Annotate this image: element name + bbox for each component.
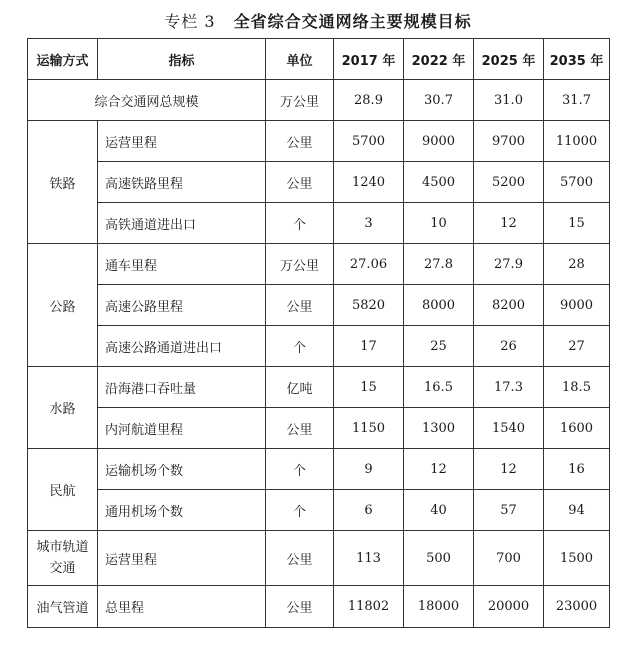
value-cell: 28	[544, 244, 610, 285]
header-indicator: 指标	[98, 39, 266, 80]
value-cell: 26	[474, 326, 544, 367]
mode-cell: 油气管道	[28, 586, 98, 628]
unit-cell: 个	[266, 449, 334, 490]
unit-cell: 个	[266, 490, 334, 531]
value-cell: 94	[544, 490, 610, 531]
mode-line-1: 城市轨道	[36, 540, 89, 555]
value-cell: 500	[404, 531, 474, 586]
unit-cell: 公里	[266, 121, 334, 162]
indicator-cell: 高速公路通道进出口	[98, 326, 266, 367]
unit-cell: 公里	[266, 586, 334, 628]
indicator-cell: 总里程	[98, 586, 266, 628]
table-row	[28, 326, 610, 367]
table-row	[28, 586, 610, 628]
value-cell: 27.8	[404, 244, 474, 285]
value-cell: 10	[404, 203, 474, 244]
value-cell: 31.7	[544, 80, 610, 121]
value-cell: 25	[404, 326, 474, 367]
value-cell: 17.3	[474, 367, 544, 408]
value-cell: 5200	[474, 162, 544, 203]
value-cell: 12	[474, 449, 544, 490]
value-cell: 1240	[334, 162, 404, 203]
value-cell: 5700	[334, 121, 404, 162]
value-cell: 9000	[404, 121, 474, 162]
indicator-cell: 通车里程	[98, 244, 266, 285]
value-cell: 1540	[474, 408, 544, 449]
value-cell: 8200	[474, 285, 544, 326]
mode-cell	[28, 531, 98, 586]
unit-cell: 公里	[266, 285, 334, 326]
indicator-cell: 运营里程	[98, 531, 266, 586]
table-row	[28, 285, 610, 326]
value-cell: 8000	[404, 285, 474, 326]
value-cell: 5700	[544, 162, 610, 203]
total-unit: 万公里	[266, 80, 334, 121]
unit-cell: 个	[266, 203, 334, 244]
value-cell: 18.5	[544, 367, 610, 408]
value-cell: 9000	[544, 285, 610, 326]
value-cell: 20000	[474, 586, 544, 628]
value-cell: 12	[474, 203, 544, 244]
value-cell: 3	[334, 203, 404, 244]
value-cell: 27	[544, 326, 610, 367]
value-cell: 1500	[544, 531, 610, 586]
value-cell: 30.7	[404, 80, 474, 121]
indicator-cell: 高铁通道进出口	[98, 203, 266, 244]
indicator-cell: 运营里程	[98, 121, 266, 162]
value-cell: 113	[334, 531, 404, 586]
mode-cell: 水路	[28, 367, 98, 449]
header-2017: 2017 年	[334, 39, 404, 80]
value-cell: 1600	[544, 408, 610, 449]
value-cell: 17	[334, 326, 404, 367]
header-row	[28, 39, 610, 80]
value-cell: 18000	[404, 586, 474, 628]
unit-cell: 万公里	[266, 244, 334, 285]
total-indicator: 综合交通网总规模	[28, 80, 266, 121]
value-cell: 27.9	[474, 244, 544, 285]
unit-cell: 个	[266, 326, 334, 367]
value-cell: 31.0	[474, 80, 544, 121]
value-cell: 23000	[544, 586, 610, 628]
header-2022: 2022 年	[404, 39, 474, 80]
mode-cell: 民航	[28, 449, 98, 531]
mode-cell: 铁路	[28, 121, 98, 244]
table-row	[28, 490, 610, 531]
title-text: 全省综合交通网络主要规模目标	[233, 12, 472, 31]
value-cell: 27.06	[334, 244, 404, 285]
value-cell: 700	[474, 531, 544, 586]
value-cell: 16.5	[404, 367, 474, 408]
transport-targets-table	[27, 38, 610, 628]
value-cell: 4500	[404, 162, 474, 203]
unit-cell: 公里	[266, 531, 334, 586]
value-cell: 6	[334, 490, 404, 531]
header-2025: 2025 年	[474, 39, 544, 80]
indicator-cell: 运输机场个数	[98, 449, 266, 490]
table-row	[28, 162, 610, 203]
table-row	[28, 203, 610, 244]
value-cell: 28.9	[334, 80, 404, 121]
indicator-cell: 通用机场个数	[98, 490, 266, 531]
unit-cell: 亿吨	[266, 367, 334, 408]
value-cell: 40	[404, 490, 474, 531]
mode-line-2: 交通	[49, 561, 76, 576]
table-row	[28, 531, 610, 586]
table-row	[28, 244, 610, 285]
table-row	[28, 121, 610, 162]
value-cell: 57	[474, 490, 544, 531]
value-cell: 5820	[334, 285, 404, 326]
value-cell: 16	[544, 449, 610, 490]
header-2035: 2035 年	[544, 39, 610, 80]
indicator-cell: 沿海港口吞吐量	[98, 367, 266, 408]
unit-cell: 公里	[266, 408, 334, 449]
header-mode: 运输方式	[28, 39, 98, 80]
table-row	[28, 367, 610, 408]
header-unit: 单位	[266, 39, 334, 80]
table-row	[28, 408, 610, 449]
indicator-cell: 高速铁路里程	[98, 162, 266, 203]
title-number: 专栏 3	[164, 12, 216, 31]
unit-cell: 公里	[266, 162, 334, 203]
value-cell: 15	[544, 203, 610, 244]
value-cell: 15	[334, 367, 404, 408]
value-cell: 9	[334, 449, 404, 490]
indicator-cell: 内河航道里程	[98, 408, 266, 449]
value-cell: 12	[404, 449, 474, 490]
table-row	[28, 80, 610, 121]
value-cell: 1150	[334, 408, 404, 449]
mode-cell: 公路	[28, 244, 98, 367]
table-row	[28, 449, 610, 490]
value-cell: 11000	[544, 121, 610, 162]
value-cell: 11802	[334, 586, 404, 628]
indicator-cell: 高速公路里程	[98, 285, 266, 326]
value-cell: 9700	[474, 121, 544, 162]
table-title	[0, 9, 636, 32]
value-cell: 1300	[404, 408, 474, 449]
urban-rail-mode-full	[0, 0, 1, 1]
